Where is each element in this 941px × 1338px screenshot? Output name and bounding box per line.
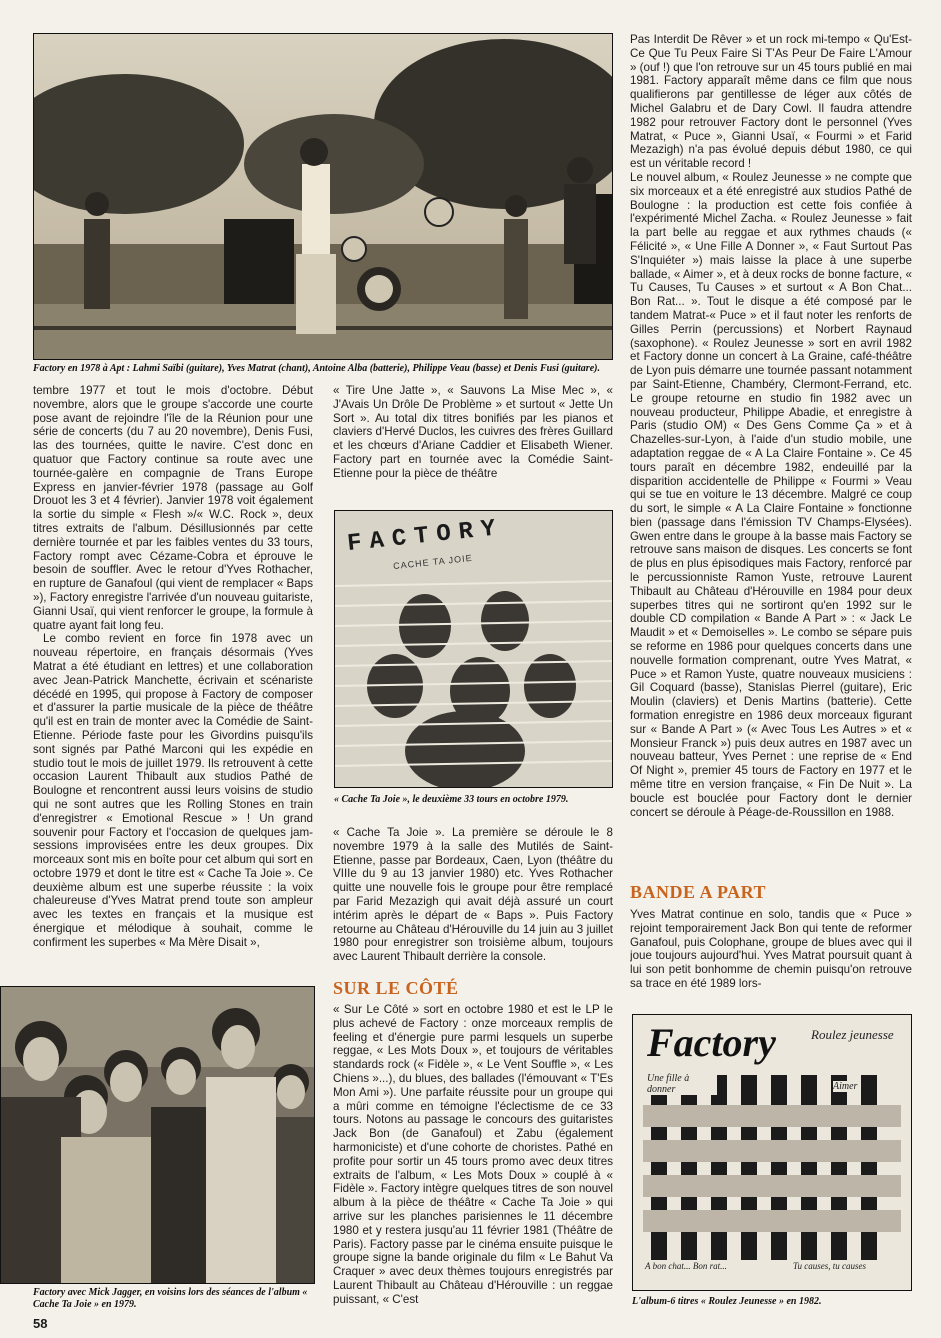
roulez-title: Roulez jeunesse: [811, 1027, 894, 1042]
column-1: [33, 384, 313, 980]
col3-paragraph-2: Le nouvel album, « Roulez Jeunesse » ne compte que six morceaux et a été enregistré aux studios Pathé de Boulogne : la production est cette fois confiée à l'expérimenté Michel Zacha. « Roulez Jeunesse » fait la part belle au reggae et aux rythmes chauds (« Félicité », « Une Fille A Donner », « Faut Surtout Pas S'Inquiéter ») mais laisse la place à une superbe ballade, « Aimer », et à deux rocks de bonne facture, « Tu Causes, Tu Causes » et surtout « A Bon Chat... Bon Rat... ». Tout le disque a été composé par le tandem Matrat-« Puce » et il faut noter les renforts de Gilles Perrin (percussions) et Norbert Raynaud (saxophone). « Roulez Jeunesse » sort en avril 1982 et Factory donne un concert à La Graine, café-théâtre de Lyon puis démarre une tournée passant notamment par Saint-Etienne, Chambéry, Clermont-Ferrand, etc. Le groupe retourne en studio fin 1982 avec un nouveau producteur, Philippe Abadie, et enregistre à Paris (studio OM) « Des Gens Comme Ça » et à Chazelles-sur-Lyon, à l'aide d'un studio mobile, une adaptation reggae de « A La Claire Fontaine ». Ce 45 tours paraît en décembre 1982, endeuillé par la disparition accidentelle de Philippe « Fourmi » Veau qui se tue en voiture le 13 décembre. Malgré ce coup du sort, le simple « A La Claire Fontaine » fonctionne bien (passage dans l'émission TV Champs-Elysées). Gwen entre dans le groupe à la basse mais Factory se retrouve sans maison de disques. Les concerts se font de plus en plus épisodiques mais Factory, renforcé par le percussionniste Ramon Yuste, retrouve Laurent Thibault au Château d'Hérouville en 1984 pour deux superbes titres qui ne sortiront qu'en 1992 sur le double CD compilation « Bande A Part » : « Jack Le Maudit » et « Demoiselles ». Le combo se sépare puis se reforme en 1986 pour quelques concerts dans une nouvelle formation comprenant, outre Yves Matrat, « Puce » et Ramon Yuste, quatre nouveaux musiciens : Gil Coquard (basse), Stanislas Pierrel (guitare), Eric Moulin (claviers) et Denis Martins (batterie). Cette formation enregistre en 1986 deux morceaux figurant sur « Bande A Part » (« Avec Tous Les Autres » et « Monsieur Franck ») puis deux autres en 1987 avec un nouveau batteur, Yves Pernet : une reprise de « End Of Night », premier 45 tours de Factory en 1977 et le même titre en version française, « Fin De Nuit ». La boucle est bouclée pour Factory dont le dernier concert se déroule à Péage-de-Roussillon en 1988.: [630, 170, 912, 819]
col1-paragraph-2: Le combo revient en force fin 1978 avec un nouveau répertoire, en français désormais (Yves Matrat a été étudiant en lettres) et une collaboration avec Jean-Patrick Manchette, écrivain et scénariste décédé en 1995, qui propose à Factory de composer et d'assurer la partie musicale de la pièce de théâtre qu'il est en train de monter avec la Comédie de Saint-Etienne. Période faste pour les Givordins puisqu'ils sont signés par Pathé Marconi qui les expédie en studio tout le mois de juillet 1979. Ils retrouvent à cette occasion Laurent Thibault aux studios Pathé de Boulogne et rencontrent aussi leurs voisins de studio qui ne sont autres que les Rolling Stones en train d'enregistrer « Emotional Rescue » ! Un grand souvenir pour Factory et l'occasion de quelques jam-sessions improvisées entre les deux groupes. Dix morceaux sont mis en boîte pour cet album qui sort en octobre 1979 et dont le titre est « Cache Ta Joie ». Ce deuxième album est une superbe réussite : la voix chaleureuse d'Yves Matrat prend toute son ampleur avec les textes en français et la musique est énergique et mélodique à souhait, comme le confirment les superbes « Ma Mère Disait »,: [33, 632, 313, 949]
roulez-jeunesse-caption: L'album-6 titres « Roulez Jeunesse » en 1982.: [632, 1296, 822, 1307]
col3-paragraph-1: Pas Interdit De Rêver » et un rock mi-tempo « Qu'Est-Ce Que Tu Peux Faire Si T'As Peur De Faire L'Amour » (ouf !) que l'on retrouve sur un 45 tours publié en mai 1981. Factory apparaît même dans ce film que nous qualifierons par gentillesse de léger aux côtés de Michel Galabru et de Dary Cowl. Il faudra attendre 1982 pour retrouver Factory dont le personnel (Yves Matrat, « Puce », Gianni Usaï, « Fourmi » et Farid Mezazigh) n'a pas évolué depuis début 1980, ce qui est un véritable record !: [630, 33, 912, 171]
roulez-tag-aimer: Aimer: [833, 1081, 858, 1092]
col2-paragraph-top: « Tire Une Jatte », « Sauvons La Mise Mec », « J'Avais Un Drôle De Problème » et surtout « Jette Un Sort ». Au total dix titres bonifiés par les pianos et claviers d'Hervé Duclos, les cuivres des frères Guillard et les chœurs d'Ariane Caddier et Elisabeth Wiener. Factory part en tournée avec la Comédie Saint-Etienne pour la pièce de théâtre: [333, 384, 613, 480]
roulez-tag-bon-chat: A bon chat... Bon rat...: [645, 1261, 727, 1271]
column-3: [630, 33, 912, 873]
column-2-top: [333, 384, 613, 506]
page-number: 58: [33, 1316, 48, 1331]
col3-paragraph-3: Yves Matrat continue en solo, tandis que « Puce » rejoint temporairement Jack Bon qui tente de reformer Ganafoul, puis Colophane, groupe de blues avec qui il joue toujours aujourd'hui. Yves Matrat poursuit quant à lui son petit bonhomme de chemin puisqu'on retrouve sa trace en été 1989 lors-: [630, 908, 912, 990]
column-2-bottom: [333, 1003, 613, 1315]
col2-paragraph-middle: « Cache Ta Joie ». La première se déroule le 8 novembre 1979 à la salle des Mutilés de Saint-Etienne, passe par Bordeaux, Caen, Lyon (théâtre du VIIIe du 9 au 13 janvier 1980) etc. Yves Rothacher quitte une nouvelle fois le groupe pour être remplacé par Farid Mezazigh qui avait déjà assuré un court intérim après le départ de « Baps ». Puis Factory retourne au Château d'Hérouville du 14 juin au 3 juillet 1980 pour enregistrer son troisième album, toujours avec Laurent Thibault derrière la console.: [333, 826, 613, 964]
album-caption: « Cache Ta Joie », le deuxième 33 tours en octobre 1979.: [334, 794, 569, 805]
cache-ta-joie-album-photo: [334, 510, 613, 788]
col2-paragraph-bottom: « Sur Le Côté » sort en octobre 1980 et est le LP le plus achevé de Factory : onze morceaux remplis de feeling et d'énergie pure parmi lesquels un superbe reggae, « Les Mots Doux », et toujours de véritables standards rock (« Fidèle », « Le Vent Souffle », « Les Chiens »...), du blues, des ballades (l'émouvant « T'Es Mon Ami »). Une parfaite réussite pour un groupe qui a mûri comme en témoigne l'éclectisme de ce 33 tours. Notons au passage le concours des guitaristes Jack Bon (de Ganafoul) et Zabu (également harmoniciste) et d'une cohorte de choristes. Pathé en profite pour sortir un 45 tours promo avec deux titres extraits de l'album, « Les Mots Doux » couplé à « Fidèle ». Factory intègre quelques titres de son nouvel album à la pièce de théâtre « Cache Ta Joie » qui arrive sur les planches parisiennes le 11 décembre 1980 et y restera jusqu'au 11 février 1981 (Théâtre de Paris). Factory passe par le cinéma ensuite puisque le groupe signe la bande originale du film « Le Bahut Va Craquer » avec deux thèmes toujours enregistrés par Laurent Thibault au Château d'Hérouville : un reggae puissant, « C'est: [333, 1003, 613, 1306]
roulez-logo: Factory: [647, 1020, 776, 1065]
roulez-tag-tu-causes: Tu causes, tu causes: [793, 1261, 866, 1271]
concert-photo-caption: Factory en 1978 à Apt : Lahmi Saïbi (guitare), Yves Matrat (chant), Antoine Alba (batterie), Philippe Veau (basse) et Denis Fusi (guitare).: [33, 363, 600, 374]
heading-sur-le-cote: SUR LE CÔTÉ: [333, 978, 459, 998]
roulez-tag-fille: Une fille à donner: [647, 1073, 717, 1095]
column-3-bottom: [630, 908, 912, 1004]
heading-bande-a-part: BANDE A PART: [630, 882, 767, 902]
column-2-middle: [333, 826, 613, 968]
album-band-name: FACTORY: [346, 514, 505, 559]
roulez-jeunesse-album-photo: [632, 1014, 912, 1291]
album-subtitle: CACHE TA JOIE: [392, 552, 473, 572]
mick-jagger-photo: [0, 986, 315, 1284]
col1-paragraph-1: tembre 1977 et tout le mois d'octobre. Début novembre, alors que le groupe s'accorde une courte pose avant de rejoindre l'île de la Réunion pour une série de concerts (du 7 au 20 novembre), Denis Fusi, las des tournées, quitte le navire. C'est donc en quatuor que Factory continue sa route avec une tournée-galère en compagnie de Trans Europe Express en janvier-février 1978 (passage au Golf Drouot les 3 et 4 février). Janvier 1978 voit également la sortie du simple « Flesh »/« W.C. Rock », deux titres extraits de l'album. Désillusionnés par cette dernière tournée et par les faibles ventes du 33 tours, Factory rompt avec Cézame-Cobra et éprouve le besoin de souffler. Avec le retour d'Yves Rothacher, en rupture de Ganafoul (qui vient de remplacer « Baps »), Factory enregistre l'arrivée d'un nouveau guitariste, Gianni Usaï, qui vient renforcer le groupe, la formule à quatre ayant fait long feu.: [33, 384, 313, 632]
concert-photo: [33, 33, 613, 360]
mick-jagger-caption: Factory avec Mick Jagger, en voisins lors des séances de l'album « Cache Ta Joie » en 1979.: [33, 1287, 308, 1310]
